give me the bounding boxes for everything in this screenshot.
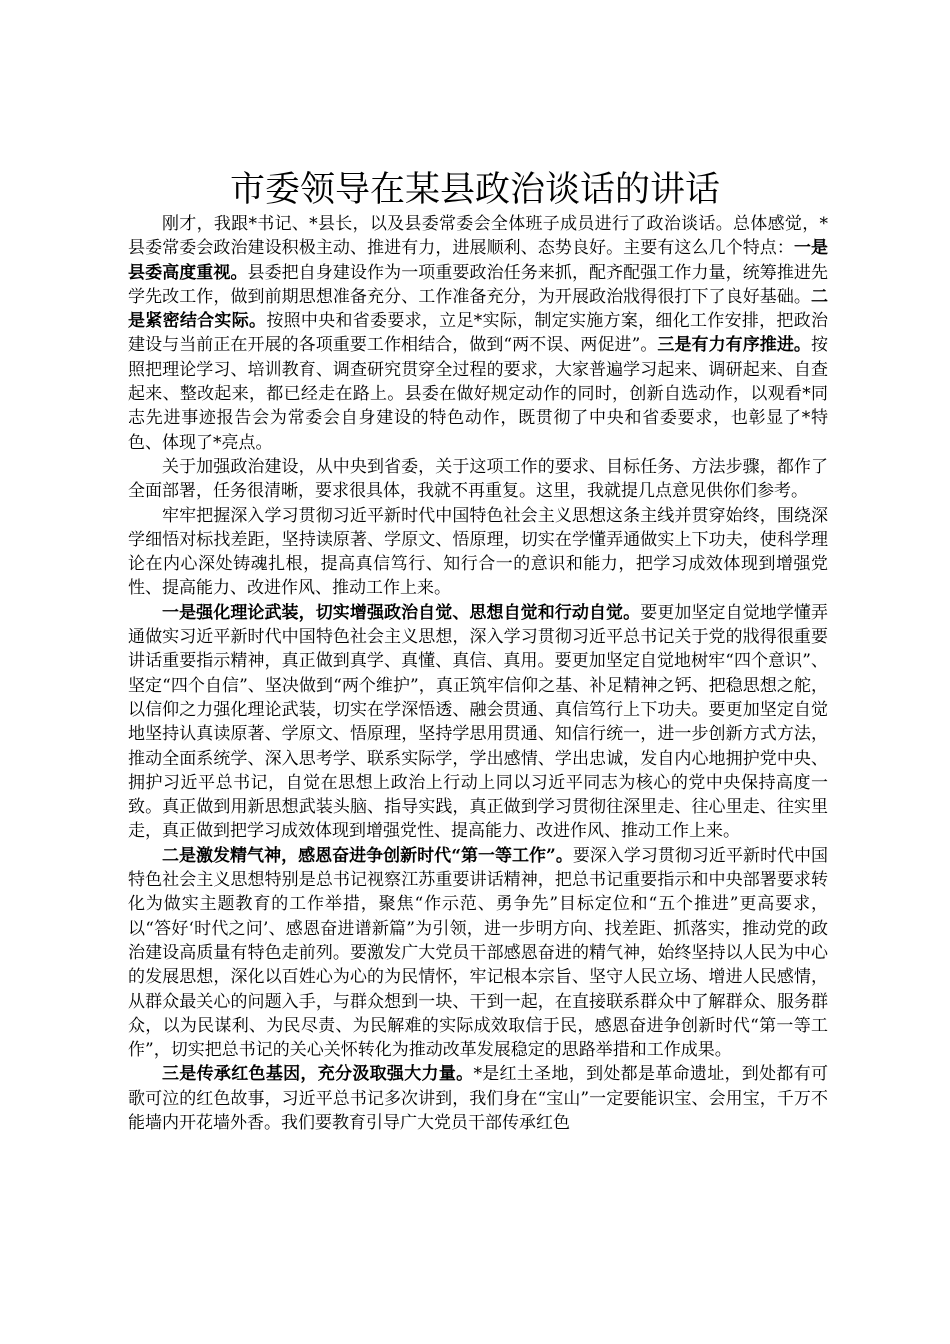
text-run: 按照把理论学习、培训教育、调查研究贯穿全过程的要求，大家普遍学习起来、调研起来、自查起来、整改起来，都已经走在路上。县委在做好规定动作的同时，创新自选动作，以观看*同志先进事迹报告会为常委会自身建设的特色动作，既贯彻了中央和省委要求，也彰显了*特色、体现了*亮点。 xyxy=(128,335,828,453)
bold-heading-run: 三是有力有序推进。 xyxy=(657,335,811,356)
paragraph-3 xyxy=(128,504,828,601)
text-run: 按照中央和省委要求，立足*实际，制定实施方案，细化工作安排，把政治建设与当前正在开展的各项重要工作相结合，做到“两不误、两促进”。 xyxy=(128,311,829,356)
document-body xyxy=(128,212,828,1135)
paragraph-4 xyxy=(128,601,828,844)
bold-heading-run: 二是紧密结合实际。 xyxy=(128,286,828,332)
bold-heading-run: 一是县委高度重视。 xyxy=(128,238,829,283)
document-title: 市委领导在某县政治谈话的讲话 xyxy=(229,170,720,210)
text-run: 关于加强政治建设，从中央到省委，关于这项工作的要求、目标任务、方法步骤，都作了全面部署，任务很清晰，要求很具体，我就不再重复。这里，我就提几点意见供你们参考。 xyxy=(128,456,828,502)
text-run: 要深入学习贯彻习近平新时代中国特色社会主义思想特别是总书记视察江苏重要讲话精神，把总书记重要指示和中央部署要求转化为做实主题教育的工作举措，聚焦“作示范、勇争先”目标定位和“五个推进”更高要求，以“答好‘时代之问’、感恩奋进谱新篇”为引领，进一步明方向、找差距、抓落实，推动党的政治建设高质量有特色走前列。要激发广大党员干部感恩奋进的精气神，始终坚持以人民为中心的发展思想，深化以百姓心为心的为民情怀，牢记根本宗旨、坚守人民立场、增进人民感情，从群众最关心的问题入手，与群众想到一块、干到一起，在直接联系群众中了解群众、服务群众，以为民谋利、为民尽责、为民解难的实际成效取信于民，感恩奋进争创新时代“第一等工作”，切实把总书记的关心关怀转化为推动改革发展稳定的思路举措和工作成果。 xyxy=(128,845,829,1061)
paragraph-6 xyxy=(128,1062,828,1135)
text-run: 刚才，我跟*书记、*县长，以及县委常委会全体班子成员进行了政治谈话。总体感觉，*县委常委会政治建设积极主动、推进有力，进展顺利、态势良好。主要有这么几个特点： xyxy=(128,214,828,259)
text-run: 牢牢把握深入学习贯彻习近平新时代中国特色社会主义思想这条主线并贯穿始终，围绕深学细悟对标找差距，坚持读原著、学原文、悟原理，切实在学懂弄通做实上下功夫，使科学理论在内心深处铸魂扎根，提高真信笃行、知行合一的意识和能力，把学习成效体现到增强党性、提高能力、改进作风、推动工作上来。 xyxy=(128,505,828,599)
text-run: 县委把自身建设作为一项重要政治任务来抓，配齐配强工作力量，统筹推进先学先改工作，做到前期思想准备充分、工作准备充分，为开展政治戕得很打下了良好基础。 xyxy=(128,262,829,307)
paragraph-2 xyxy=(128,455,828,504)
text-run: 要更加坚定自觉地学懂弄通做实习近平新时代中国特色社会主义思想，深入学习贯彻习近平总书记关于党的戕得很重要讲话重要指示精神，真正做到真学、真懂、真信、真用。要更加坚定自觉地树牢“四个意识”、坚定“四个自信”、坚决做到“两个维护”，真正筑牢信仰之基、补足精神之钙、把稳思想之舵，以信仰之力强化理论武装，切实在学深悟透、融会贯通、真信笃行上下功夫。要更加坚定自觉地坚持认真读原著、学原文、悟原理，坚持学思用贯通、知信行统一，进一步创新方式方法，推动全面系统学、深入思考学、联系实际学，学出感情、学出忠诚，发自内心地拥护党中央、拥护习近平总书记，自觉在思想上政治上行动上同以习近平同志为核心的党中央保持高度一致。真正做到用新思想武装头脑、指导实践，真正做到学习贯彻往深里走、往心里走、往实里走，真正做到把学习成效体现到增强党性、提高能力、改进作风、推动工作上来。 xyxy=(128,602,829,842)
bold-heading-run: 三是传承红色基因，充分汲取强大力量。 xyxy=(162,1064,474,1085)
bold-heading-run: 一是强化理论武装，切实增强政治自觉、思想自觉和行动自觉。 xyxy=(162,602,641,623)
paragraph-1 xyxy=(128,212,828,455)
paragraph-5 xyxy=(128,844,828,1063)
bold-heading-run: 二是激发精气神，感恩奋进争创新时代“第一等工作”。 xyxy=(162,845,573,866)
text-run: *是红土圣地，到处都是革命遗址，到处都有可歌可泣的红色故事，习近平总书记多次讲到，我们身在“宝山”一定要能识宝、会用宝，千万不能墙内开花墙外香。我们要教育引导广大党员干部传承红色 xyxy=(128,1064,829,1133)
